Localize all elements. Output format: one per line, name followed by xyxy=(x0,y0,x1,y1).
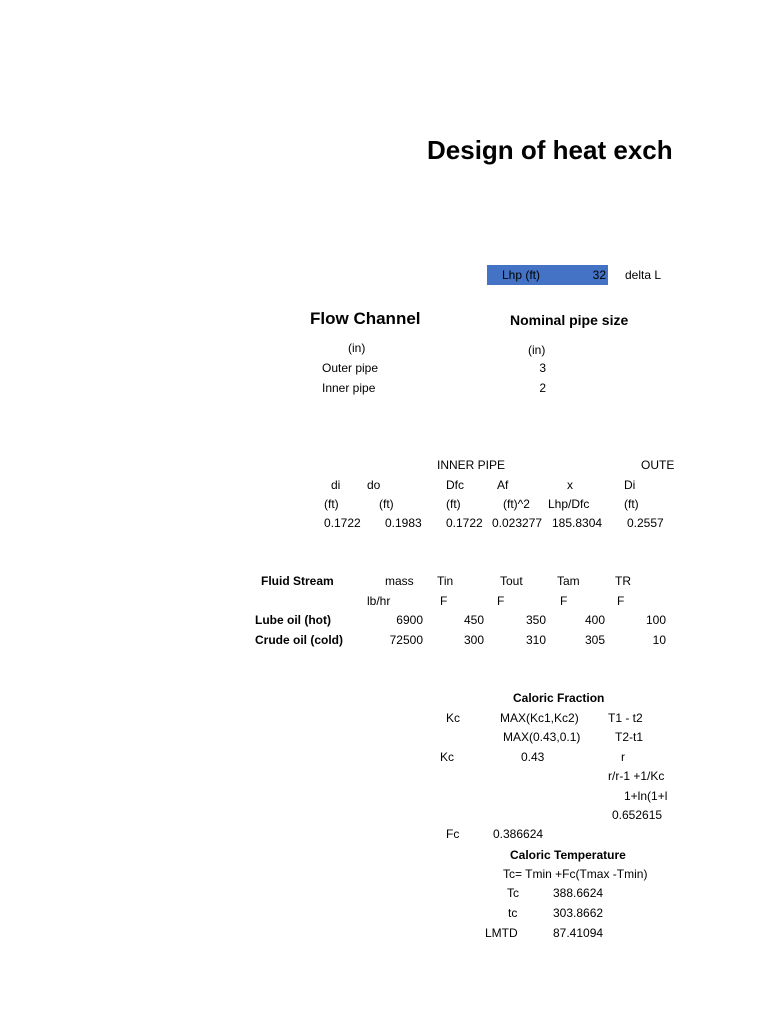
unit-tr: F xyxy=(617,594,625,608)
value-af: 0.023277 xyxy=(492,516,543,530)
unit-tam: F xyxy=(560,594,568,608)
value-di: 0.1722 xyxy=(324,516,361,530)
caloric-temperature-heading: Caloric Temperature xyxy=(510,848,626,862)
flow-unit-left: (in) xyxy=(348,341,366,355)
header-dfc: Dfc xyxy=(446,478,464,492)
header-tout: Tout xyxy=(500,574,523,588)
tc-hot-label: Tc xyxy=(507,886,519,900)
row-crude-oil-mass: 72500 xyxy=(389,633,423,647)
row-lube-oil-mass: 6900 xyxy=(396,613,423,627)
header-af: Af xyxy=(497,478,509,492)
kc-formula: MAX(Kc1,Kc2) xyxy=(500,711,579,725)
ln-formula: 1+ln(1+l xyxy=(624,789,668,803)
outer-pipe-group-header: OUTE xyxy=(641,458,675,472)
header-tr: TR xyxy=(615,574,631,588)
header-x: x xyxy=(567,478,573,492)
value-do: 0.1983 xyxy=(385,516,422,530)
lhp-label: Lhp (ft) xyxy=(502,268,541,282)
row-lube-oil-tout: 350 xyxy=(525,613,546,627)
header-do: do xyxy=(367,478,381,492)
outer-pipe-value: 3 xyxy=(539,361,546,375)
unit-dfc: (ft) xyxy=(446,497,461,511)
row-lube-oil-tam: 400 xyxy=(584,613,605,627)
row-crude-oil-tin: 300 xyxy=(463,633,484,647)
r-label: r xyxy=(621,750,625,764)
tc-cold-value: 303.8662 xyxy=(553,906,604,920)
row-crude-oil-tr: 10 xyxy=(652,633,666,647)
kc-max-values: MAX(0.43,0.1) xyxy=(503,730,581,744)
header-di-outer: Di xyxy=(624,478,636,492)
value-x: 185.8304 xyxy=(552,516,603,530)
page-title: Design of heat exch xyxy=(427,135,673,165)
unit-di-outer: (ft) xyxy=(624,497,639,511)
t1-minus-t2: T1 - t2 xyxy=(608,711,643,725)
unit-af: (ft)^2 xyxy=(503,497,530,511)
header-tin: Tin xyxy=(437,574,454,588)
delta-l-label: delta L xyxy=(625,268,662,282)
caloric-fraction-heading: Caloric Fraction xyxy=(513,691,605,705)
unit-di: (ft) xyxy=(324,497,339,511)
unit-x: Lhp/Dfc xyxy=(548,497,590,511)
r-value: 0.652615 xyxy=(612,808,663,822)
nominal-pipe-size-heading: Nominal pipe size xyxy=(510,312,629,328)
lhp-value: 32 xyxy=(592,268,606,282)
row-crude-oil-tam: 305 xyxy=(584,633,605,647)
kc-value: 0.43 xyxy=(521,750,545,764)
tc-hot-value: 388.6624 xyxy=(553,886,604,900)
value-dfc: 0.1722 xyxy=(446,516,483,530)
row-lube-oil-name: Lube oil (hot) xyxy=(255,613,331,627)
header-fluid-stream: Fluid Stream xyxy=(261,574,334,588)
inner-pipe-group-header: INNER PIPE xyxy=(437,458,506,472)
header-tam: Tam xyxy=(557,574,580,588)
unit-mass: lb/hr xyxy=(367,594,391,608)
header-di: di xyxy=(331,478,341,492)
lmtd-label: LMTD xyxy=(485,926,518,940)
t2-minus-t1: T2-t1 xyxy=(615,730,644,744)
flow-channel-heading: Flow Channel xyxy=(310,309,421,328)
row-crude-oil-tout: 310 xyxy=(525,633,546,647)
outer-pipe-label: Outer pipe xyxy=(322,361,379,375)
fc-label: Fc xyxy=(446,827,460,841)
row-lube-oil-tin: 450 xyxy=(463,613,484,627)
unit-tin: F xyxy=(440,594,448,608)
value-di-outer: 0.2557 xyxy=(627,516,664,530)
fc-value: 0.386624 xyxy=(493,827,544,841)
kc-label-1: Kc xyxy=(446,711,461,725)
kc-label-2: Kc xyxy=(440,750,455,764)
inner-pipe-value: 2 xyxy=(539,381,546,395)
tc-cold-label: tc xyxy=(508,906,518,920)
r-formula: r/r-1 +1/Kc xyxy=(608,769,665,783)
row-lube-oil-tr: 100 xyxy=(645,613,666,627)
header-mass: mass xyxy=(385,574,414,588)
lmtd-value: 87.41094 xyxy=(553,926,604,940)
flow-unit-right: (in) xyxy=(528,343,546,357)
unit-do: (ft) xyxy=(379,497,394,511)
tc-formula: Tc= Tmin +Fc(Tmax -Tmin) xyxy=(503,867,648,881)
row-crude-oil-name: Crude oil (cold) xyxy=(255,633,343,647)
inner-pipe-label: Inner pipe xyxy=(322,381,376,395)
unit-tout: F xyxy=(497,594,505,608)
